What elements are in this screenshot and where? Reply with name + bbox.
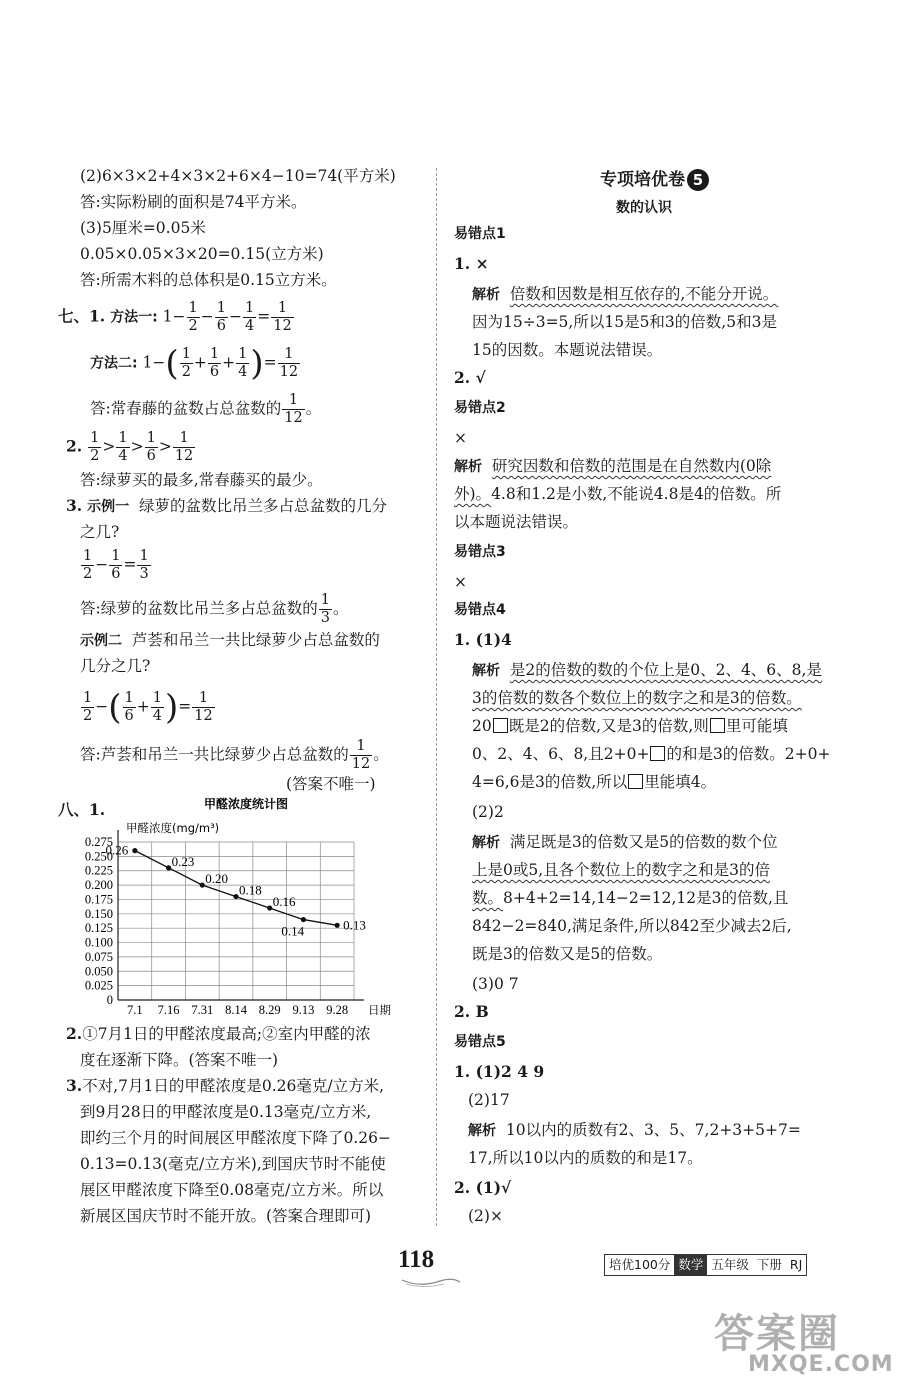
- page-number-ornament: [400, 1276, 462, 1288]
- blank-box: [710, 718, 725, 733]
- question-7-2: 2. $\frac{1}{2}$ > $\frac{1}{4}$ > $\frac{1}{6}$ > $\frac{1}{12}$: [66, 430, 194, 464]
- answer-2: 2. √: [454, 368, 486, 387]
- error-point-4: 易错点4: [454, 602, 506, 618]
- data-point: [200, 882, 205, 887]
- answer-4-2: (2)2: [472, 803, 504, 821]
- data-label: 0.14: [281, 923, 305, 939]
- text-line: 答:所需木料的总体积是0.15立方米。: [80, 271, 337, 289]
- question-8-2: 2.①7月1日的甲醛浓度最高;②室内甲醛的浓: [66, 1024, 371, 1043]
- book-grade: 五年级: [711, 1257, 749, 1272]
- text-line: 0.05×0.05×3×20=0.15(立方米): [80, 245, 324, 263]
- x-tick-label: 7.16: [157, 1003, 180, 1016]
- section-title: 专项培优卷 5: [600, 168, 709, 192]
- data-label: 0.13: [343, 917, 366, 933]
- data-point: [335, 923, 340, 928]
- example-2-label: 示例二: [80, 633, 122, 649]
- text-line: 上是0或5,且各个数位上的数字之和是3的倍: [472, 861, 771, 879]
- fraction: $\frac{1}{12}$: [194, 690, 213, 724]
- example-2-line: 示例二 芦荟和吊兰一共比绿萝少占总盆数的: [80, 631, 380, 649]
- y-tick-label: 0.150: [84, 906, 113, 921]
- answer-5-4: (2)×: [468, 1207, 503, 1225]
- text-line: 以本题说法错误。: [454, 513, 579, 531]
- watermark: 答案圈 MXQE.COM: [714, 1311, 894, 1377]
- blank-box: [650, 746, 665, 761]
- text-line: 新展区国庆节时不能开放。(答案合理即可): [80, 1207, 372, 1225]
- question-8-3: 3.不对,7月1日的甲醛浓度是0.26毫克/立方米,: [66, 1076, 384, 1095]
- y-tick-label: 0.200: [84, 878, 113, 893]
- text-line: 外)。4.8和1.2是小数,不能说4.8是4的倍数。所: [454, 485, 782, 503]
- data-point: [301, 917, 306, 922]
- text-line: (2)6×3×2+4×3×2+6×4−10=74(平方米): [80, 167, 396, 185]
- book-subject: 数学: [674, 1255, 707, 1275]
- chart-title: 甲醛浓度统计图: [203, 797, 289, 811]
- text-line: 之几?: [80, 523, 120, 541]
- answer-1: 1. ×: [454, 254, 489, 273]
- error-point-2: 易错点2: [454, 400, 506, 416]
- data-label: 0.16: [272, 894, 296, 910]
- data-label: 0.18: [239, 882, 262, 898]
- y-tick-label: 0.250: [84, 849, 113, 864]
- fraction: $\frac{1}{12}$: [284, 392, 303, 426]
- text-line: 几分之几?: [80, 657, 151, 675]
- text-line: 既是3的倍数又是5的倍数。: [472, 945, 663, 963]
- error-point-5: 易错点5: [454, 1034, 506, 1050]
- method-2-label: 方法二:: [90, 355, 138, 372]
- x-tick-label: 7.31: [191, 1003, 214, 1016]
- equation: $\frac{1}{2}$ −( $\frac{1}{6}$ + $\frac{1}{4}$ )= $\frac{1}{12}$: [83, 687, 213, 728]
- note: (答案不唯一): [286, 775, 376, 793]
- analysis-label: 解析: [472, 835, 500, 851]
- y-axis-label: 甲醛浓度(mg/m³): [126, 821, 220, 835]
- question-7-1: 七、1. 方法一: 1− $\frac{1}{2}$ − $\frac{1}{6}$ − $\frac{1}{4}$ = $\frac{1}{12}$: [58, 300, 292, 334]
- column-divider: [436, 168, 437, 1226]
- fraction: $\frac{1}{12}$: [174, 430, 194, 464]
- answer-cross: ×: [454, 429, 467, 447]
- text-line: 答:实际粉刷的面积是74平方米。: [80, 193, 307, 211]
- fraction: $\frac{1}{12}$: [351, 738, 371, 772]
- equation: $\frac{1}{2}$ − $\frac{1}{6}$ = $\frac{1}{3}$: [83, 548, 149, 582]
- page-number: 118: [398, 1246, 435, 1273]
- fraction: $\frac{1}{2}$: [83, 548, 93, 582]
- error-point-1: 易错点1: [454, 226, 506, 242]
- y-tick-label: 0.125: [84, 921, 113, 936]
- data-point: [132, 848, 137, 853]
- fraction: $\frac{1}{3}$: [139, 548, 149, 582]
- analysis-label: 解析: [468, 1123, 496, 1139]
- y-tick-label: 0.175: [84, 892, 113, 907]
- text-line: 数。8+4+2=14,14−2=12,12是3的倍数,且: [472, 889, 789, 907]
- text-line: (3)5厘米=0.05米: [80, 219, 206, 237]
- data-label: 0.20: [205, 871, 229, 887]
- y-tick-label: 0.100: [84, 935, 113, 950]
- answer-4-3: (3)0 7: [472, 975, 519, 993]
- fraction: $\frac{1}{6}$: [111, 548, 121, 582]
- fraction: $\frac{1}{4}$: [152, 690, 162, 724]
- fraction: $\frac{1}{2}$: [83, 690, 93, 724]
- y-tick-label: 0.225: [84, 863, 113, 878]
- book-volume: 下册: [756, 1257, 782, 1272]
- y-tick-label: 0.075: [84, 949, 113, 964]
- book-tag: [604, 1254, 807, 1276]
- text-line: 20 既是2的倍数,又是3的倍数,则 里可能填: [472, 717, 788, 735]
- y-tick-label: 0.050: [84, 964, 113, 979]
- fraction: $\frac{1}{6}$: [209, 346, 220, 380]
- question-7-3: 3. 示例一 绿萝的盆数比吊兰多占总盆数的几分: [66, 496, 387, 515]
- answer-5-3: 2. (1)√: [454, 1178, 512, 1197]
- fraction: $\frac{1}{2}$: [181, 346, 191, 380]
- data-label: 0.26: [105, 842, 129, 858]
- blank-box: [628, 774, 643, 789]
- answer-line: 答:常春藤的盆数占总盆数的 $\frac{1}{12}$ 。: [90, 392, 322, 426]
- error-point-3: 易错点3: [454, 544, 506, 560]
- analysis-label: 解析: [472, 663, 500, 679]
- x-tick-label: 8.29: [258, 1003, 281, 1016]
- analysis: 解析 研究因数和倍数的范围是在自然数内(0除: [454, 457, 772, 475]
- text-line: 到9月28日的甲醛浓度是0.13毫克/立方米,: [80, 1103, 372, 1121]
- x-tick-label: 9.28: [326, 1003, 349, 1016]
- text-line: 0、2、4、6、8,且2+0+ 的和是3的倍数。2+0+: [472, 745, 831, 763]
- method-1-label: 方法一:: [110, 309, 158, 326]
- fraction: $\frac{1}{12}$: [273, 300, 292, 334]
- question-8-1: 八、1.: [58, 800, 106, 819]
- text-line: 15的因数。本题说法错误。: [472, 341, 663, 359]
- text-line: 842−2=840,满足条件,所以842至少减去2后,: [472, 917, 792, 935]
- analysis: 解析 10以内的质数有2、3、5、7,2+3+5+7=: [468, 1121, 801, 1139]
- analysis-label: 解析: [472, 287, 500, 303]
- y-tick-label: 0.025: [84, 978, 113, 993]
- answer-line: 答:绿萝买的最多,常春藤买的最少。: [80, 471, 323, 489]
- fraction: $\frac{1}{3}$: [320, 592, 330, 626]
- x-tick-label: 9.13: [292, 1003, 315, 1016]
- fraction: $\frac{1}{4}$: [118, 430, 128, 464]
- fraction: $\frac{1}{12}$: [279, 346, 299, 380]
- data-label: 0.23: [171, 853, 195, 869]
- answer-4-b: 2. B: [454, 1002, 489, 1021]
- analysis-label: 解析: [454, 459, 482, 475]
- book-edition: RJ: [789, 1257, 803, 1272]
- method-2-line: 方法二: 1−( $\frac{1}{2}$ + $\frac{1}{6}$ + $\frac{1}{4}$ )= $\frac{1}{12}$: [90, 343, 299, 384]
- x-tick-label: 8.14: [225, 1003, 247, 1016]
- fraction: $\frac{1}{2}$: [188, 300, 198, 334]
- example-1-label: 示例一: [87, 499, 130, 515]
- answer-4-1: 1. (1)4: [454, 630, 512, 649]
- analysis: 解析 满足既是3的倍数又是5的倍数的数个位: [472, 833, 778, 851]
- analysis: 解析 倍数和因数是相互依存的,不能分开说。: [472, 285, 779, 303]
- book-series: 培优100分: [609, 1257, 671, 1272]
- title-number-badge: 5: [687, 169, 709, 191]
- fraction: $\frac{1}{2}$: [90, 430, 100, 464]
- text-line: 展区甲醛浓度下降至0.08毫克/立方米。所以: [80, 1181, 384, 1199]
- data-point: [233, 894, 238, 899]
- y-tick-label: 0.275: [84, 835, 113, 849]
- analysis: 解析 是2的倍数的数的个位上是0、2、4、6、8,是: [472, 661, 822, 679]
- formaldehyde-chart: [76, 794, 426, 1016]
- fraction: $\frac{1}{4}$: [238, 346, 248, 380]
- answer-cross: ×: [454, 573, 467, 591]
- fraction: $\frac{1}{6}$: [216, 300, 227, 334]
- text-line: 即约三个月的时间展区甲醛浓度下降了0.26−: [80, 1129, 392, 1147]
- x-tick-label: 7.1: [127, 1003, 143, 1016]
- data-point: [267, 905, 272, 910]
- section-subtitle: 数的认识: [616, 200, 672, 216]
- text-line: 因为15÷3=5,所以15是5和3的倍数,5和3是: [472, 313, 777, 331]
- blank-box: [493, 718, 508, 733]
- fraction: $\frac{1}{6}$: [124, 690, 134, 724]
- x-axis-label: 日期: [368, 1003, 391, 1016]
- text-line: 17,所以10以内的质数的和是17。: [468, 1149, 703, 1167]
- answer-line: 答:芦荟和吊兰一共比绿萝少占总盆数的 $\frac{1}{12}$ 。: [80, 738, 389, 772]
- question-label: 七、1.: [58, 306, 106, 326]
- data-point: [166, 865, 171, 870]
- y-tick-label: 0: [106, 993, 113, 1007]
- text-line: 4=6,6是3的倍数,所以 里能填4。: [472, 773, 717, 791]
- fraction: $\frac{1}{4}$: [245, 300, 255, 334]
- text-line: 3的倍数的数各个数位上的数字之和是3的倍数。: [472, 689, 802, 707]
- answer-line: 答:绿萝的盆数比吊兰多占总盆数的 $\frac{1}{3}$ 。: [80, 592, 349, 626]
- text-line: 0.13=0.13(毫克/立方米),到国庆节时不能使: [80, 1155, 386, 1173]
- text-line: 度在逐渐下降。(答案不唯一): [80, 1051, 279, 1069]
- answer-5-2: (2)17: [468, 1091, 510, 1109]
- fraction: $\frac{1}{6}$: [146, 430, 156, 464]
- answer-5-1: 1. (1)2 4 9: [454, 1062, 545, 1081]
